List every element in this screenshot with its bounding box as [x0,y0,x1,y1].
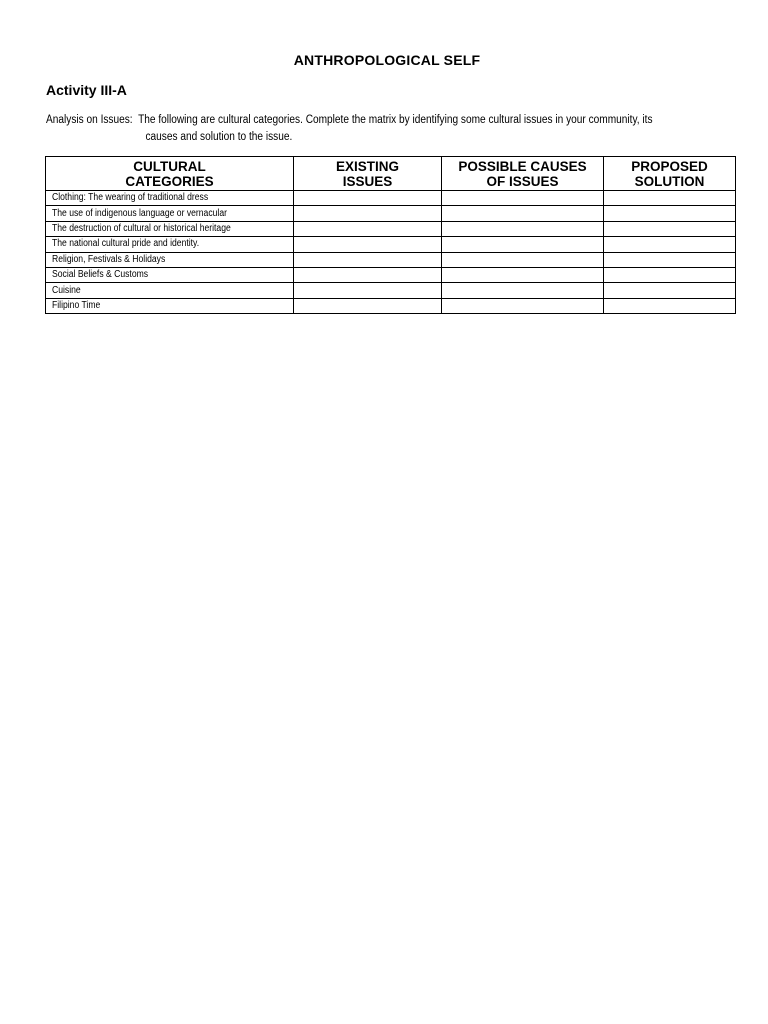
existing-issues-cell[interactable] [294,206,442,221]
possible-causes-cell[interactable] [442,206,604,221]
category-label: Social Beliefs & Customs [52,269,149,281]
table-row [46,221,736,236]
category-label: Filipino Time [52,299,101,311]
existing-issues-cell[interactable] [294,237,442,252]
table-row [46,298,736,313]
header-line: CULTURAL [133,158,206,174]
category-cell [46,283,294,298]
instructions-line-2: causes and solution to the issue. [145,131,293,143]
existing-issues-cell[interactable] [294,298,442,313]
category-cell [46,267,294,282]
possible-causes-cell[interactable] [442,298,604,313]
header-existing-issues [294,157,442,191]
category-label: Cuisine [52,284,81,296]
proposed-solution-cell[interactable] [604,283,736,298]
proposed-solution-cell[interactable] [604,206,736,221]
header-line: PROPOSED [631,158,708,174]
existing-issues-cell[interactable] [294,252,442,267]
possible-causes-cell[interactable] [442,221,604,236]
possible-causes-cell[interactable] [442,283,604,298]
category-label: Clothing: The wearing of traditional dress [52,192,209,204]
table-row [46,206,736,221]
table-row [46,191,736,206]
cultural-issues-matrix [45,156,736,314]
category-label: The destruction of cultural or historical heritage [52,222,231,234]
proposed-solution-cell[interactable] [604,191,736,206]
instructions-paragraph [46,112,662,146]
table-row [46,267,736,282]
table-row [46,283,736,298]
category-label: The use of indigenous language or vernacular [52,207,227,219]
category-label: Religion, Festivals & Holidays [52,253,166,265]
header-proposed-solution [604,157,736,191]
table-row [46,237,736,252]
activity-heading: Activity III-A [46,82,127,98]
proposed-solution-cell[interactable] [604,237,736,252]
category-cell [46,191,294,206]
existing-issues-cell[interactable] [294,283,442,298]
possible-causes-cell[interactable] [442,237,604,252]
possible-causes-cell[interactable] [442,252,604,267]
possible-causes-cell[interactable] [442,191,604,206]
category-cell [46,206,294,221]
existing-issues-cell[interactable] [294,191,442,206]
proposed-solution-cell[interactable] [604,252,736,267]
existing-issues-cell[interactable] [294,221,442,236]
proposed-solution-cell[interactable] [604,221,736,236]
header-cultural-categories [46,157,294,191]
matrix-header-row [46,157,736,191]
header-line: CATEGORIES [125,173,214,189]
category-label: The national cultural pride and identity. [52,238,200,250]
proposed-solution-cell[interactable] [604,267,736,282]
header-line: EXISTING [335,158,399,174]
possible-causes-cell[interactable] [442,267,604,282]
category-cell [46,298,294,313]
instructions-line-1: Analysis on Issues: The following are cultural categories. Complete the matrix by identifying some cultural issues in your community, its [46,114,653,126]
document-title: ANTHROPOLOGICAL SELF [293,52,481,68]
existing-issues-cell[interactable] [294,267,442,282]
header-line: POSSIBLE CAUSES [458,158,587,174]
category-cell [46,221,294,236]
table-row [46,252,736,267]
category-cell [46,237,294,252]
proposed-solution-cell[interactable] [604,298,736,313]
header-line: SOLUTION [634,173,705,189]
header-possible-causes [442,157,604,191]
header-line: OF ISSUES [486,173,559,189]
header-line: ISSUES [342,173,393,189]
category-cell [46,252,294,267]
